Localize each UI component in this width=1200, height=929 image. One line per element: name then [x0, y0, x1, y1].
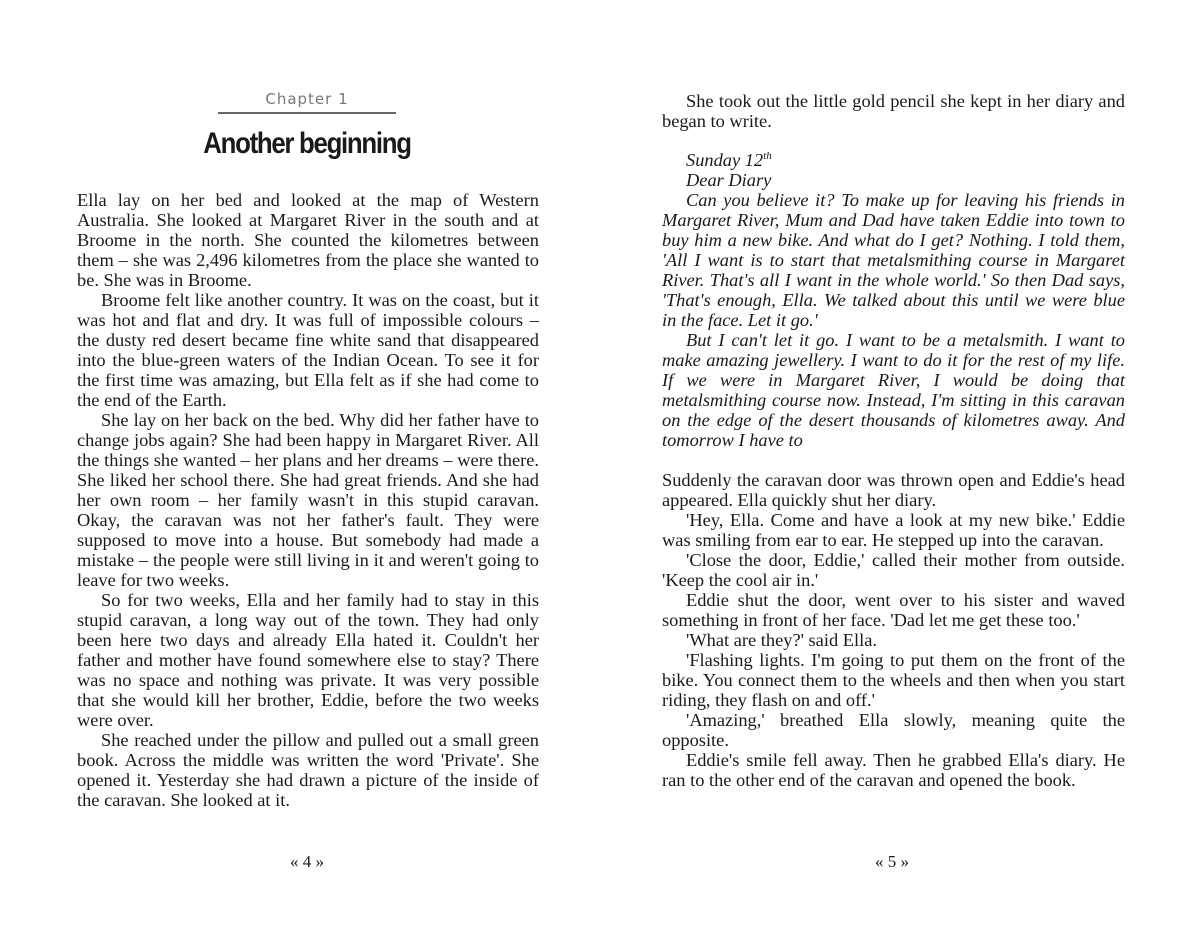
diary-entry — [662, 150, 1125, 450]
diary-date — [662, 150, 1125, 170]
paragraph: 'Hey, Ella. Come and have a look at my new bike.' Eddie was smiling from ear to ear. He stepped up into the caravan. — [662, 510, 1125, 550]
paragraph: She lay on her back on the bed. Why did her father have to change jobs again? She had been happy in Margaret River. All the things she wanted – her plans and her dreams – were there. She liked her school there. She had great friends. And she had her own room – her family wasn't in this stupid caravan. Okay, the caravan was not her father's fault. They were supposed to move into a house. But somebody had made a mistake – the people were still living in it and weren't going to leave for two weeks. — [77, 410, 539, 590]
paragraph: Suddenly the caravan door was thrown open and Eddie's head appeared. Ella quickly shut her diary. — [662, 470, 1125, 510]
paragraph: She reached under the pillow and pulled out a small green book. Across the middle was written the word 'Private'. She opened it. Yesterday she had drawn a picture of the inside of the caravan. She looked at it. — [77, 730, 539, 810]
diary-date-text: Sunday 12 — [686, 150, 764, 170]
left-page-body — [77, 190, 539, 810]
diary-paragraph: But I can't let it go. I want to be a metalsmith. I want to make amazing jewellery. I want to do it for the rest of my life. If we were in Margaret River, I would be doing that metalsmithing course now. Instead, I'm sitting in this caravan on the edge of the desert thousands of kilometres away. And tomorrow I have to — [662, 330, 1125, 450]
paragraph: So for two weeks, Ella and her family had to stay in this stupid caravan, a long way out of the town. They had only been here two days and already Ella hated it. Couldn't her father and mother have found somewhere else to stay? There was no space and nothing was private. It was very possible that she would kill her brother, Eddie, before the two weeks were over. — [77, 590, 539, 730]
page-number-left: « 4 » — [290, 852, 324, 871]
paragraph: Broome felt like another country. It was on the coast, but it was hot and flat and dry. It was full of impossible colours – the dusty red desert became fine white sand that disappeared into the blue-green waters of the Indian Ocean. To see it for the first time was amazing, but Ella felt as if she had come to the end of the Earth. — [77, 290, 539, 410]
chapter-title: Another beginning — [203, 127, 411, 160]
right-page-intro — [662, 91, 1125, 131]
diary-date-suffix: th — [763, 149, 772, 162]
paragraph: Eddie shut the door, went over to his sister and waved something in front of her face. 'Dad let me get these too.' — [662, 590, 1125, 630]
paragraph: 'What are they?' said Ella. — [686, 630, 877, 650]
diary-paragraph: Can you believe it? To make up for leaving his friends in Margaret River, Mum and Dad have taken Eddie into town to buy him a new bike. And what do I get? Nothing. I told them, 'All I want is to start that metalsmithing course in Margaret River. That's all I want in the whole world.' So then Dad says, 'That's enough, Ella. We talked about this until we were blue in the face. Let it go.' — [662, 190, 1125, 330]
paragraph: 'Close the door, Eddie,' called their mother from outside. 'Keep the cool air in.' — [662, 550, 1125, 590]
paragraph: She took out the little gold pencil she kept in her diary and began to write. — [662, 91, 1125, 131]
paragraph: 'Amazing,' breathed Ella slowly, meaning quite the opposite. — [662, 710, 1125, 750]
diary-salutation: Dear Diary — [686, 170, 772, 190]
paragraph: 'Flashing lights. I'm going to put them on the front of the bike. You connect them to the wheels and then when you start riding, they flash on and off.' — [662, 650, 1125, 710]
chapter-label: Chapter 1 — [218, 90, 396, 114]
page-number-right: « 5 » — [875, 852, 909, 871]
right-page-body — [662, 470, 1125, 790]
paragraph: Ella lay on her bed and looked at the map of Western Australia. She looked at Margaret River in the south and at Broome in the north. She counted the kilometres between them – she was 2,496 kilometres from the place she wanted to be. She was in Broome. — [77, 190, 539, 290]
paragraph: Eddie's smile fell away. Then he grabbed Ella's diary. He ran to the other end of the caravan and opened the book. — [662, 750, 1125, 790]
